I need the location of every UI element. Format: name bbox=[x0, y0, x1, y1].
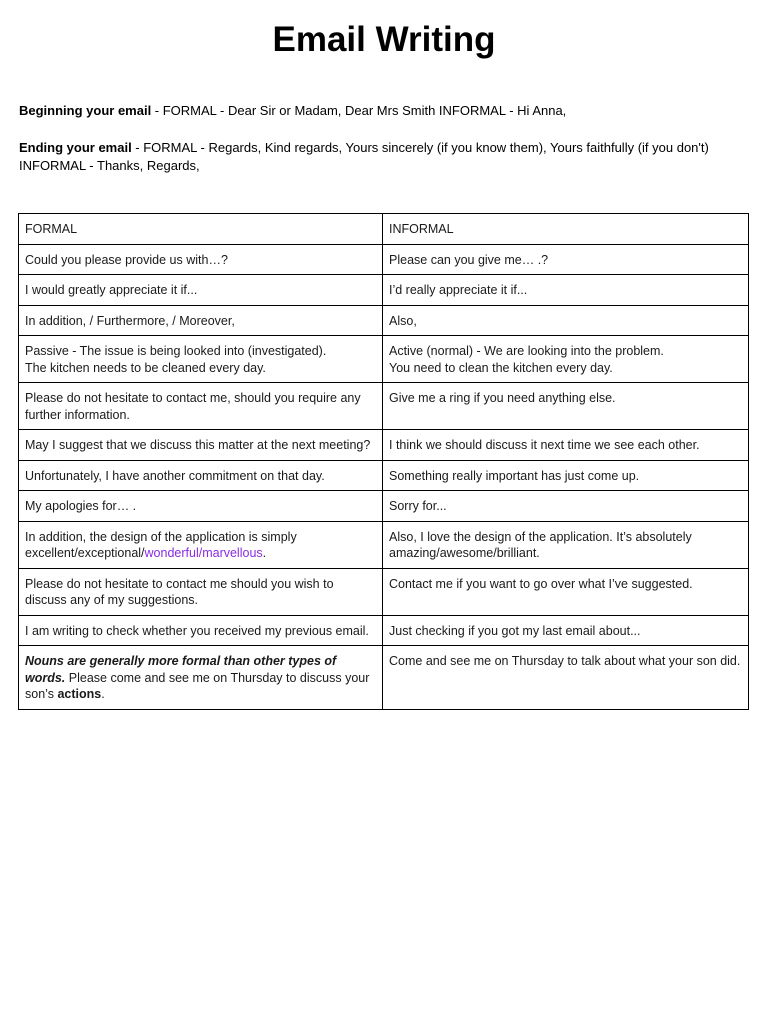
table-row bbox=[19, 568, 749, 615]
beginning-your-email-note bbox=[19, 102, 749, 120]
table-row bbox=[19, 430, 749, 461]
informal-cell: Just checking if you got my last email about... bbox=[383, 615, 749, 646]
ending-label: Ending your email bbox=[19, 140, 132, 155]
ending-your-email-note bbox=[19, 139, 749, 175]
header-informal: INFORMAL bbox=[383, 214, 749, 245]
informal-cell: Also, bbox=[383, 305, 749, 336]
formal-cell bbox=[19, 646, 383, 710]
table-row bbox=[19, 646, 749, 710]
formal-informal-table-container bbox=[18, 213, 748, 710]
informal-line-2: You need to clean the kitchen every day. bbox=[389, 360, 613, 375]
informal-cell: Give me a ring if you need anything else. bbox=[383, 383, 749, 430]
formal-text-end: . bbox=[262, 546, 267, 560]
informal-cell bbox=[383, 336, 749, 383]
table-row bbox=[19, 275, 749, 306]
header-formal: FORMAL bbox=[19, 214, 383, 245]
formal-line-2: The kitchen needs to be cleaned every day. bbox=[25, 360, 266, 375]
table-row bbox=[19, 615, 749, 646]
nouns-note: Nouns are generally more formal than other types of words. bbox=[25, 654, 337, 685]
informal-cell: Contact me if you want to go over what I’ve suggested. bbox=[383, 568, 749, 615]
formal-cell: I would greatly appreciate it if... bbox=[19, 275, 383, 306]
beginning-text: - FORMAL - Dear Sir or Madam, Dear Mrs Smith INFORMAL - Hi Anna, bbox=[151, 103, 567, 118]
table-row bbox=[19, 244, 749, 275]
formal-cell: Please do not hesitate to contact me should you wish to discuss any of my suggestions. bbox=[19, 568, 383, 615]
page-title: Email Writing bbox=[272, 20, 496, 59]
table-row bbox=[19, 491, 749, 522]
formal-cell: May I suggest that we discuss this matter at the next meeting? bbox=[19, 430, 383, 461]
formal-cell: Unfortunately, I have another commitment on that day. bbox=[19, 460, 383, 491]
formal-cell bbox=[19, 336, 383, 383]
formal-cell: I am writing to check whether you received my previous email. bbox=[19, 615, 383, 646]
table-row bbox=[19, 460, 749, 491]
formal-cell: My apologies for… . bbox=[19, 491, 383, 522]
informal-cell: I’d really appreciate it if... bbox=[383, 275, 749, 306]
ending-text: - FORMAL - Regards, Kind regards, Yours sincerely (if you know them), Yours faithfully (if you don't) INFORMAL - Thanks, Regards, bbox=[19, 140, 709, 173]
formal-cell: Could you please provide us with…? bbox=[19, 244, 383, 275]
formal-text-end: . bbox=[101, 687, 105, 701]
informal-cell: Sorry for... bbox=[383, 491, 749, 522]
beginning-label: Beginning your email bbox=[19, 103, 152, 118]
informal-cell: I think we should discuss it next time we see each other. bbox=[383, 430, 749, 461]
informal-cell: Come and see me on Thursday to talk about what your son did. bbox=[383, 646, 749, 710]
table-row bbox=[19, 305, 749, 336]
table-row bbox=[19, 336, 749, 383]
formal-line-1: Passive - The issue is being looked into (investigated). bbox=[25, 344, 327, 358]
informal-line-1: Active (normal) - We are looking into the problem. bbox=[389, 344, 664, 358]
informal-cell: Also, I love the design of the application. It’s absolutely amazing/awesome/brilliant. bbox=[383, 521, 749, 568]
actions-word: actions bbox=[57, 687, 102, 701]
informal-cell: Please can you give me… .? bbox=[383, 244, 749, 275]
highlighted-words: wonderful/marvellous bbox=[144, 546, 263, 560]
table-row bbox=[19, 521, 749, 568]
formal-text: In addition, the design of the application is simply excellent/exceptional/ bbox=[25, 529, 297, 560]
table-row bbox=[19, 383, 749, 430]
formal-cell: In addition, / Furthermore, / Moreover, bbox=[19, 305, 383, 336]
formal-informal-table bbox=[18, 213, 749, 710]
informal-cell: Something really important has just come up. bbox=[383, 460, 749, 491]
table-header-row bbox=[19, 214, 749, 245]
formal-cell: Please do not hesitate to contact me, should you require any further information. bbox=[19, 383, 383, 430]
formal-text: Please come and see me on Thursday to discuss your son’s bbox=[25, 670, 370, 701]
formal-cell bbox=[19, 521, 383, 568]
